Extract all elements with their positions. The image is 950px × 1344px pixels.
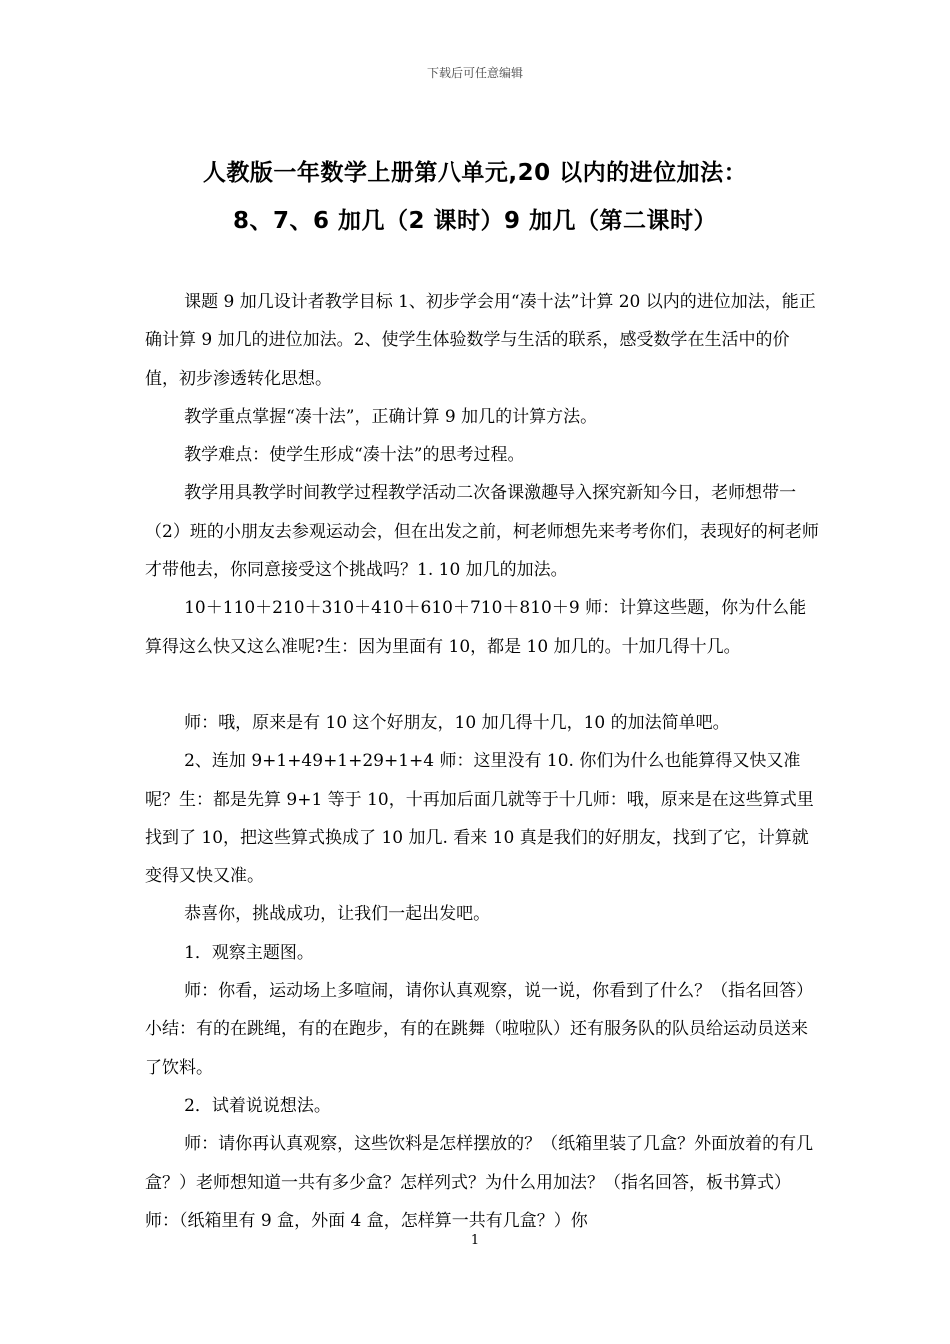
page-header: 下载后可任意编辑 <box>426 66 523 80</box>
paragraph-objectives: 课题 9 加几设计者教学目标 1、初步学会用“凑十法”计算 20 以内的进位加法，能正确计算 9 加几的进位加法。2、使学生体验数学与生活的联系，感受数学在生活中的价值，初步渗透转化思想。 <box>145 292 816 389</box>
paragraph-try-say: 2．试着说说想法。 <box>184 1095 331 1116</box>
paragraph-congrats: 恭喜你，挑战成功，让我们一起出发吧。 <box>184 904 491 925</box>
paragraph-difficulty: 教学难点：使学生形成“凑十法”的思考过程。 <box>184 445 525 466</box>
paragraph-observe: 1．观察主题图。 <box>184 942 314 963</box>
paragraph-teacher-drinks: 师：请你再认真观察，这些饮料是怎样摆放的？（纸箱里装了几盒？外面放着的有几盒？）老师想知道一共有多少盒？怎样列式？为什么用加法？（指名回答，板书算式）师：（纸箱里有 9 盒，外面 4 盒，怎样算一共有几盒？）你 <box>145 1134 814 1231</box>
page-number: 1 <box>470 1233 480 1248</box>
document-title-line-2: 8、7、6 加几（2 课时）9 加几（第二课时） <box>232 208 718 234</box>
paragraph-consecutive-add: 2、连加 9+1+49+1+29+1+4 师：这里没有 10. 你们为什么也能算得又快又准呢？生：都是先算 9+1 等于 10，十再加后面几就等于十几师：哦，原来是在这些算式里找到了 10，把这些算式换成了 10 加几. 看来 10 真是我们的好朋友，找到了它，计算就变得又快又准。 <box>145 751 814 887</box>
paragraph-ten-plus: 10＋110＋210＋310＋410＋610＋710＋810＋9 师：计算这些题，你为什么能算得这么快又这么准呢?生：因为里面有 10，都是 10 加几的。十加几得十几。 <box>145 598 807 657</box>
document-body <box>145 283 821 1240</box>
paragraph-teacher-oh: 师：哦，原来是有 10 这个好朋友，10 加几得十几，10 的加法简单吧。 <box>184 712 730 733</box>
paragraph-teacher-look: 师：你看，运动场上多喧闹，请你认真观察，说一说，你看到了什么？（指名回答）小结：有的在跳绳，有的在跑步，有的在跳舞（啦啦队）还有服务队的队员给运动员送来了饮料。 <box>145 981 814 1078</box>
paragraph-key-point: 教学重点掌握“凑十法”，正确计算 9 加几的计算方法。 <box>184 406 598 427</box>
document-title-line-1: 人教版一年数学上册第八单元,20 以内的进位加法： <box>202 160 748 186</box>
paragraph-intro: 教学用具教学时间教学过程教学活动二次备课激趣导入探究新知今日，老师想带一（2）班的小朋友去参观运动会，但在出发之前，柯老师想先来考考你们，表现好的柯老师才带他去，你同意接受这个挑战吗？1. 10 加几的加法。 <box>145 483 819 581</box>
